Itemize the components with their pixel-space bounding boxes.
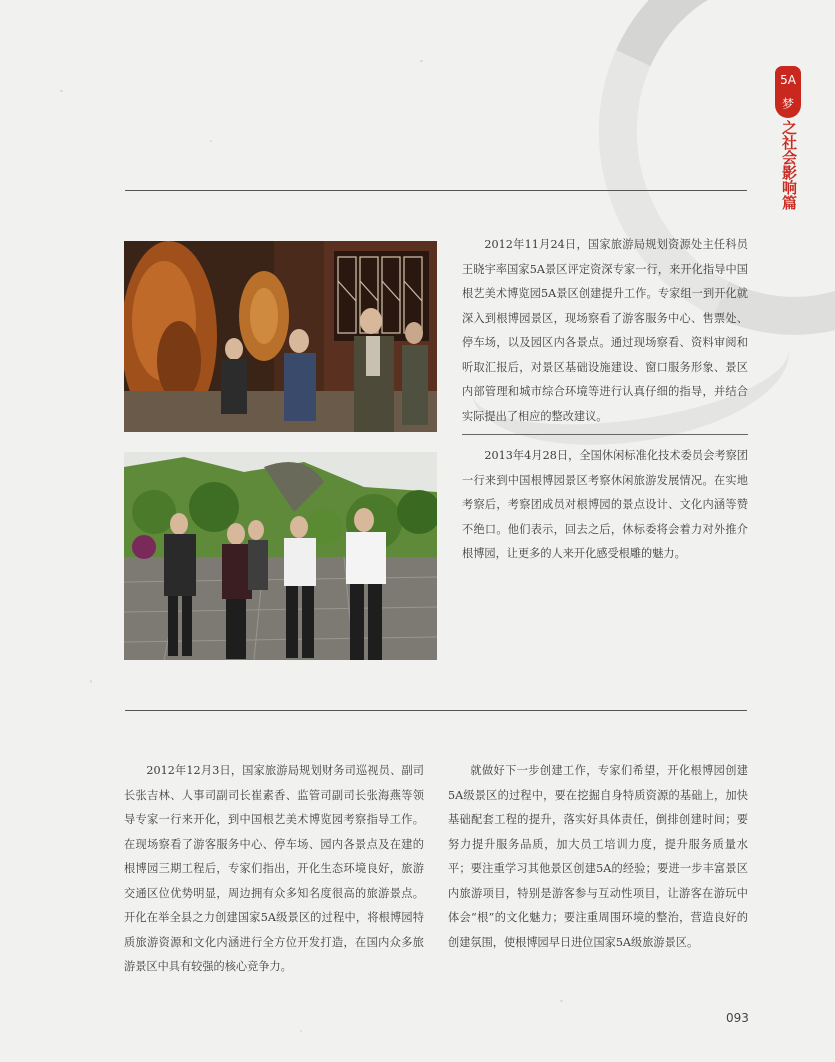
paper-speck (90, 680, 92, 683)
exhibition-hall-illustration (124, 241, 437, 432)
paragraph-3: 2012年12月3日，国家旅游局规划财务司巡视员、副司长张吉林、人事司副司长崔素香、监管司副司长张海燕等领导专家一行来开化，到中国根艺美术博览园考察指导工作。在现场察看了游客服务中心、停车场、园内各景点及在建的根博园三期工程后，专家们指出，开化生态环境良好，旅游交通区位优势明显，周边拥有众多知名度很高的旅游景点。开化在举全县之力创建国家5A级景区的过程中，将根博园特质旅游资源和文化内涵进行全方位开发打造，在国内众多旅游景区中具有较强的核心竞争力。 (124, 764, 424, 973)
scenic-area-photo (124, 452, 437, 660)
badge-top: 5A (780, 73, 796, 87)
page-number: 093 (726, 1011, 749, 1025)
scenic-area-illustration (124, 452, 437, 660)
exhibition-hall-photo (124, 241, 437, 432)
chapter-badge (775, 66, 801, 118)
badge-bottom: 梦 (781, 97, 794, 111)
paper-speck (210, 140, 212, 142)
paragraph-2: 2013年4月28日，全国休闲标准化技术委员会考察团一行来到中国根博园景区考察休闲旅游发展情况。在实地考察后，考察团成员对根博园的景点设计、文化内涵等赞不绝口。他们表示，回去之后，休标委将会着力对外推介根博园，让更多的人来开化感受根雕的魅力。 (462, 449, 748, 560)
paragraph-4: 就做好下一步创建工作，专家们希望，开化根博园创建5A级景区的过程中，要在挖掘自身特质资源的基础上，加快基础配套工程的提升，落实好具体责任，倒排创建时间；要努力提升服务品质，加大员工培训力度，提升服务质量水平；要注重学习其他景区创建5A的经验；要进一步丰富景区内旅游项目，特别是游客参与互动性项目，让游客在游玩中体会“根”的文化魅力；要注重周围环境的整治，营造良好的创建氛围，使根博园早日进位国家5A级旅游景区。 (448, 764, 748, 949)
middle-divider (125, 710, 747, 711)
paper-speck (60, 90, 63, 92)
paper-speck (420, 60, 423, 62)
section-title: 之社会影响篇 (780, 120, 798, 210)
paper-speck (300, 1030, 302, 1032)
paragraph-divider (462, 434, 748, 435)
paragraph-1: 2012年11月24日，国家旅游局规划资源处主任科员王晓宇率国家5A景区评定资深专家一行，来开化指导中国根艺美术博览园5A景区创建提升工作。专家组一到开化就深入到根博园景区，现场察看了游客服务中心、售票处、停车场，以及园区内各景点。通过现场察看、资料审阅和听取汇报后，对景区基础设施建设、窗口服务形象、景区内部管理和城市综合环境等进行认真仔细的指导，并结合实际提出了相应的整改建议。 (462, 238, 748, 423)
top-divider (125, 190, 747, 191)
paper-speck (560, 1000, 563, 1002)
